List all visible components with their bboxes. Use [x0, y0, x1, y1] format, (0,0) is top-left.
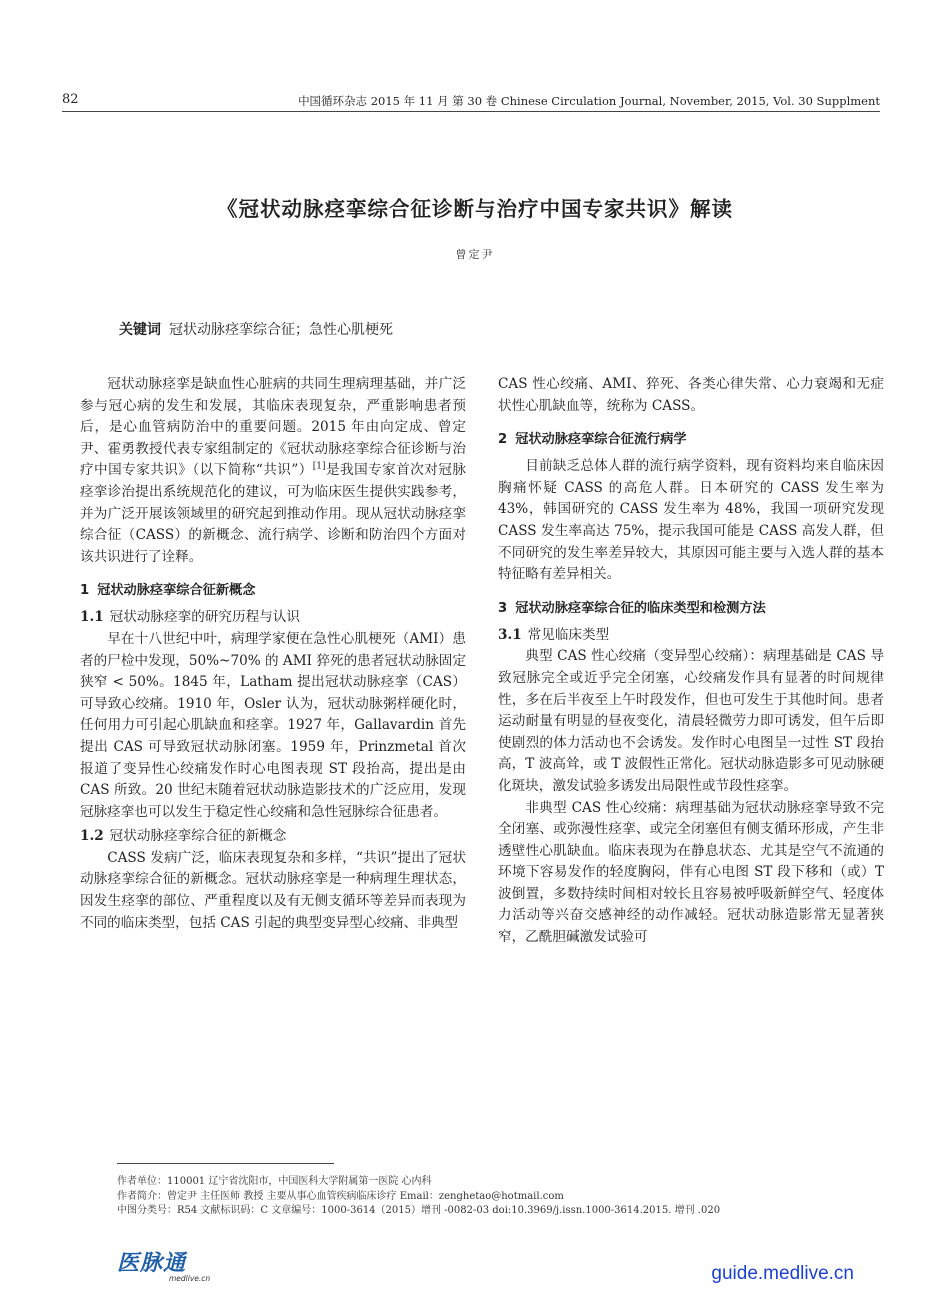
section-number: 1.2 [80, 828, 104, 845]
footnote-classification: 中图分类号：R54 文献标识码：C 文章编号：1000-3614（2015）增刊 -0082-03 doi:10.3969/j.issn.1000-3614.2015. 增刊 .020 [117, 1205, 721, 1216]
running-head: 中国循环杂志 2015 年 11 月 第 30 卷 Chinese Circulation Journal, November, 2015, Vol. 30 Supplment [298, 94, 880, 108]
logo-subtitle: medlive.cn [169, 1274, 211, 1283]
citation-ref: [1] [312, 461, 326, 472]
section-number: 3.1 [498, 626, 522, 643]
section-2-heading [498, 429, 884, 450]
continued-paragraph: CAS 性心绞痛、AMI、猝死、各类心律失常、心力衰竭和无症状性心肌缺血等，统称为 CASS。 [498, 376, 884, 414]
section-title: 冠状动脉痉挛的研究历程与认识 [109, 609, 300, 626]
section-number: 2 [498, 432, 508, 448]
section-title: 常见临床类型 [527, 626, 610, 643]
section-1-2-paragraph: CASS 发病广泛，临床表现复杂和多样，“共识”提出了冠状动脉痉挛综合征的新概念。冠状动脉痉挛是一种病理生理状态，因发生痉挛的部位、严重程度以及有无侧支循环等差异而表现为不同的临床类型，包括 CAS 引起的典型变异型心绞痛、非典型 [80, 849, 466, 931]
keywords-label: 关键词 [119, 322, 161, 338]
section-number: 1.1 [80, 609, 104, 626]
footnote-affiliation: 作者单位：110001 辽宁省沈阳市，中国医科大学附属第一医院 心内科 [117, 1176, 432, 1187]
left-column [80, 374, 466, 934]
medlive-logo [117, 1246, 227, 1290]
intro-paragraph [80, 374, 466, 568]
keywords-text: 冠状动脉痉挛综合征；急性心肌梗死 [169, 322, 393, 338]
section-title: 冠状动脉痉挛综合征新概念 [97, 583, 256, 599]
article-title: 《冠状动脉痉挛综合征诊断与治疗中国专家共识》解读 [217, 197, 733, 221]
section-number: 3 [498, 600, 508, 616]
right-column [498, 374, 884, 949]
intro-text-end: 是我国专家首次对冠脉痉挛诊治提出系统规范化的建议，可为临床医生提供实践参考，并为广泛开展该领域里的研究起到推动作用。现从冠状动脉痉挛综合征（CASS）的新概念、流行病学、诊断和防治四个方面对该共识进行了诠释。 [80, 462, 466, 565]
section-title: 冠状动脉痉挛综合征的新概念 [109, 828, 287, 845]
intro-text: 冠状动脉痉挛是缺血性心脏病的共同生理病理基础，并广泛参与冠心病的发生和发展，其临床表现复杂，严重影响患者预后，是心血管病防治中的重要问题。2015 年由向定成、曾定尹、霍勇教授代表专家组制定的《冠状动脉痉挛综合征诊断与治疗中国专家共识》（以下简称“共识”） [80, 376, 466, 479]
footnote-bio: 作者简介：曾定尹 主任医师 教授 主要从事心血管疾病临床诊疗 Email：zenghetao@hotmail.com [117, 1190, 564, 1202]
page-number: 82 [62, 92, 79, 107]
section-1-heading [80, 580, 466, 601]
section-2-paragraph: 目前缺乏总体人群的流行病学资料，现有资料均来自临床因胸痛怀疑 CASS 的高危人群。日本研究的 CASS 发生率为 43%，韩国研究的 CASS 发生率为 48%，我国一项研究发现 CASS 发生率高达 75%，提示我国可能是 CASS 高发人群，但不同研究的发生率差异较大，其原因可能主要与入选人群的基本特征略有差异相关。 [498, 458, 884, 583]
section-1-1-paragraph: 早在十八世纪中叶，病理学家便在急性心肌梗死（AMI）患者的尸检中发现，50%~70% 的 AMI 猝死的患者冠状动脉固定狭窄 < 50%。1845 年，Latham 提出冠状动脉痉挛（CAS）可导致心绞痛。1910 年，Osler 认为，冠状动脉粥样硬化时，任何用力可引起心肌缺血和痉挛。1927 年，Gallavardin 首先提出 CAS 可导致冠状动脉闭塞。1959 年，Prinzmetal 首次报道了变异性心绞痛发作时心电图表现 ST 段抬高，提出是由 CAS 所致。20 世纪末随着冠状动脉造影技术的广泛应用，发现冠脉痉挛也可以发生于稳定性心绞痛和急性冠脉综合征患者。 [80, 630, 466, 820]
section-1-2-heading [80, 826, 466, 848]
site-url: guide.medlive.cn [711, 1263, 854, 1284]
header-rule [62, 111, 880, 112]
footnote-rule [117, 1163, 334, 1164]
section-3-heading [498, 598, 884, 619]
section-3-1-paragraph-2: 非典型 CAS 性心绞痛：病理基础为冠状动脉痉挛导致不完全闭塞、或弥漫性痉挛、或完全闭塞但有侧支循环形成，产生非透壁性心肌缺血。临床表现为在静息状态、尤其是空气不流通的环境下容易发作的轻度胸闷，伴有心电图 ST 段下移和（或）T 波倒置，多数持续时间相对较长且容易被呼吸新鲜空气、轻度体力活动等兴奋交感神经的动作减轻。冠状动脉造影常无显著狭窄，乙酰胆碱激发试验可 [498, 799, 884, 946]
logo-icon: 医脉通 [117, 1251, 187, 1276]
keywords [119, 319, 393, 339]
section-1-1-heading [80, 607, 466, 629]
section-title: 冠状动脉痉挛综合征流行病学 [515, 432, 687, 448]
section-3-1-paragraph-1: 典型 CAS 性心绞痛（变异型心绞痛）：病理基础是 CAS 导致冠脉完全或近乎完全闭塞，心绞痛发作具有显著的时间规律性，多在后半夜至上午时段发作，但也可发生于其他时间。患者运动耐量有明显的昼夜变化，清晨轻微劳力即可诱发，但午后即使剧烈的体力活动也不会诱发。发作时心电图呈一过性 ST 段抬高，T 波高耸，或 T 波假性正常化。冠状动脉造影多可见动脉硬化斑块，激发试验多诱发出局限性或节段性痉挛。 [498, 648, 884, 794]
author: 曾定尹 [455, 248, 495, 261]
section-3-1-heading [498, 625, 884, 647]
section-number: 1 [80, 583, 90, 599]
section-title: 冠状动脉痉挛综合征的临床类型和检测方法 [515, 600, 766, 616]
footnotes [117, 1175, 720, 1219]
